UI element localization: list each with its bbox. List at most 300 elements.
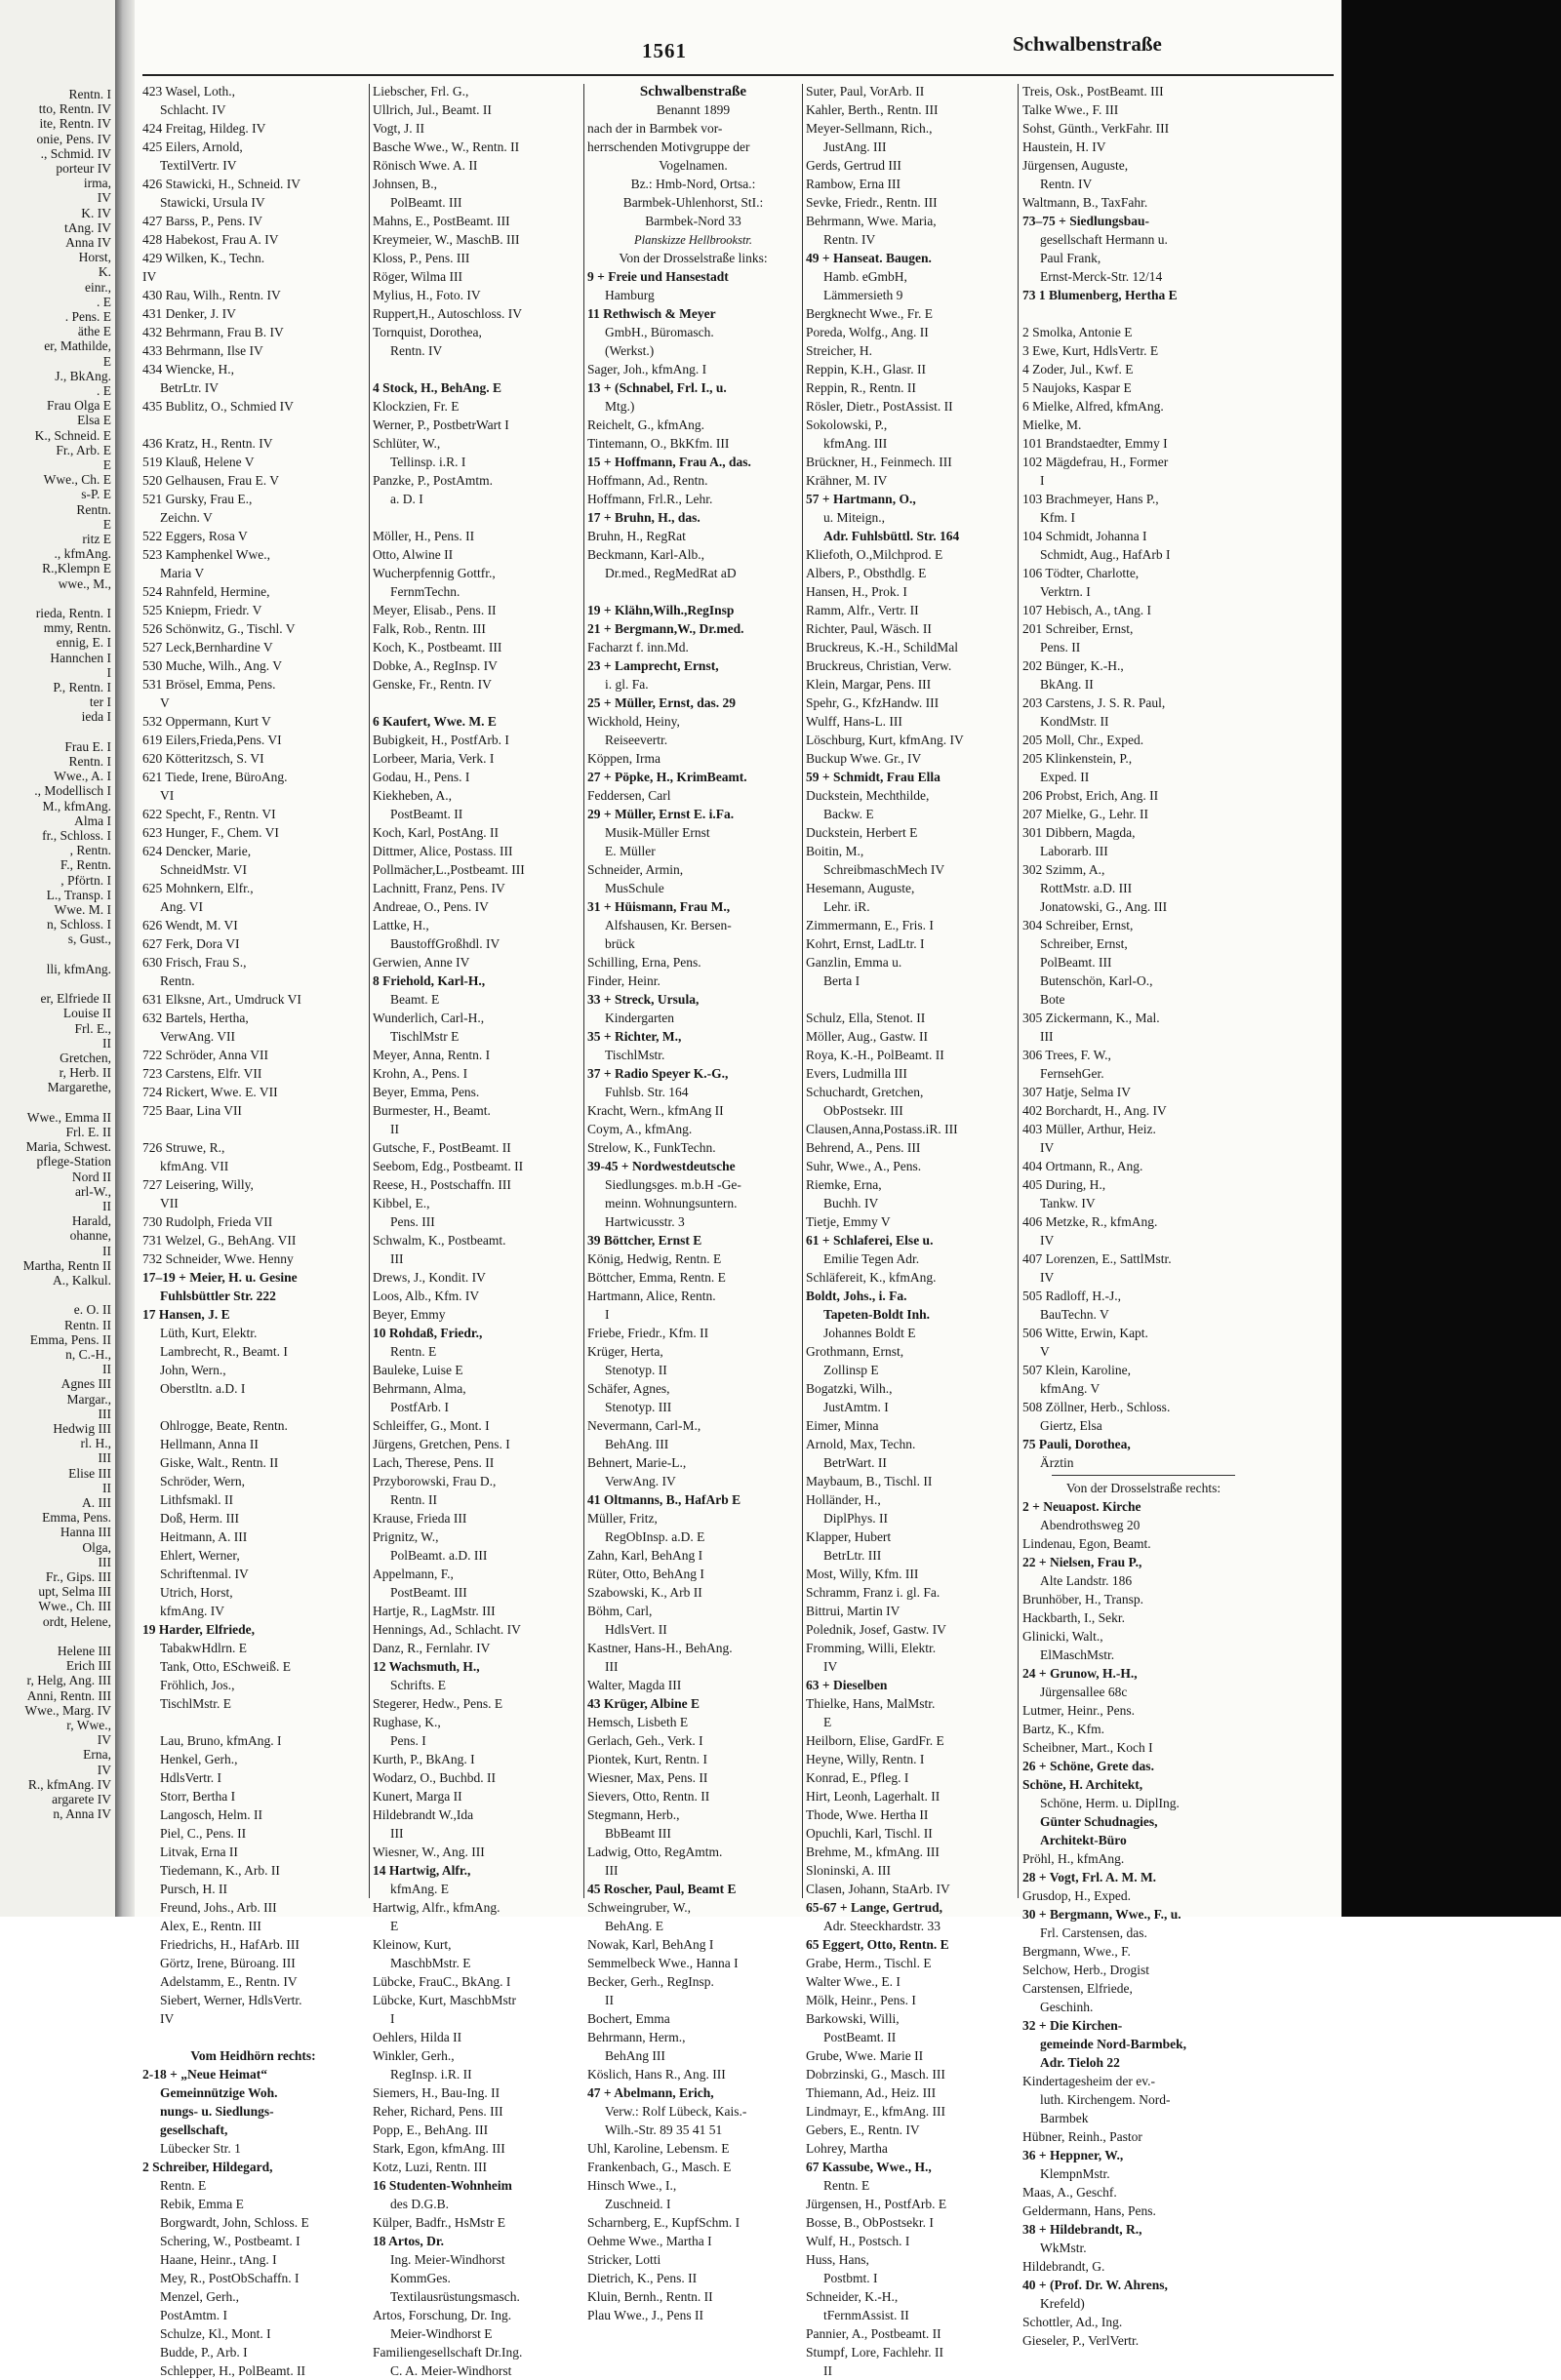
directory-entry	[1022, 2294, 1264, 2313]
directory-entry	[587, 1768, 799, 1787]
directory-entry	[1022, 527, 1264, 545]
prev-page-text: I	[106, 664, 111, 680]
prev-page-text: II	[102, 1199, 111, 1213]
entry-text: Eimer, Minna	[806, 1418, 879, 1433]
entry-text: Familiengesellschaft Dr.Ing.	[373, 2345, 523, 2360]
entry-text: Müller, Fritz,	[587, 1511, 658, 1526]
directory-entry	[142, 712, 364, 731]
entry-text: 104 Schmidt, Johanna I	[1022, 529, 1147, 543]
prev-page-text: r, Helg, Ang. III	[26, 1673, 111, 1688]
directory-entry	[587, 286, 799, 304]
directory-entry	[142, 860, 364, 879]
entry-text: BehAng. E	[605, 1919, 663, 1933]
prev-page-text: . E	[97, 383, 111, 398]
entry-text: Ohlrogge, Beate, Rentn.	[160, 1418, 288, 1433]
directory-entry	[142, 1101, 364, 1120]
entry-text: Bartz, K., Kfm.	[1022, 1722, 1104, 1736]
prev-page-text: Wwe. M. I	[54, 902, 111, 917]
prev-page-text: Hanna III	[60, 1525, 111, 1540]
directory-entry	[373, 749, 580, 768]
entry-text: 2 + Neuapost. Kirche	[1022, 1499, 1141, 1514]
entry-text: Möller, Aug., Gastw. II	[806, 1029, 928, 1044]
entry-text: 103 Brachmeyer, Hans P.,	[1022, 492, 1159, 506]
directory-entry	[142, 972, 364, 990]
entry-text: 31 + Hüismann, Frau M.,	[587, 899, 731, 914]
prev-page-text: einr.,	[85, 279, 111, 295]
directory-entry	[1022, 694, 1264, 712]
directory-entry	[587, 1435, 799, 1453]
entry-text: Planskizze Hellbrookstr.	[633, 233, 753, 247]
entry-text: Bruhn, H., RegRat	[587, 529, 686, 543]
prev-page-text: Anna IV	[65, 235, 111, 250]
directory-entry	[806, 1416, 1014, 1435]
directory-entry	[1022, 1849, 1264, 1868]
entry-text: BaustoffGroßhdl. IV	[390, 936, 500, 951]
entry-text: 506 Witte, Erwin, Kapt.	[1022, 1326, 1148, 1340]
entry-text: Fröhlich, Jos.,	[160, 1678, 235, 1692]
entry-text: Schottler, Ad., Ing.	[1022, 2315, 1123, 2329]
entry-text: Kotz, Luzi, Rentn. III	[373, 2160, 487, 2174]
directory-entry	[806, 1324, 1014, 1342]
entry-text: Schrifts. E	[390, 1678, 446, 1692]
entry-text: Litvak, Erna II	[160, 1844, 238, 1859]
directory-entry	[142, 1509, 364, 1527]
prev-page-text: , Pförtn. I	[60, 872, 111, 888]
directory-entry	[587, 675, 799, 694]
entry-text: 622 Specht, F., Rentn. VI	[142, 807, 276, 821]
entry-text: Riemke, Erna,	[806, 1177, 882, 1192]
entry-text: Boitin, M.,	[806, 844, 864, 858]
entry-text: Barmbek-Uhlenhorst, StI.:	[622, 195, 764, 210]
entry-text: Gerds, Gertrud III	[806, 158, 901, 173]
entry-text: Bittrui, Martin IV	[806, 1604, 901, 1618]
prev-page-text: M., kfmAng.	[42, 798, 111, 813]
directory-entry	[142, 805, 364, 823]
directory-entry	[587, 879, 799, 897]
entry-text: 75 Pauli, Dorothea,	[1022, 1437, 1131, 1451]
entry-text: Lutmer, Heinr., Pens.	[1022, 1703, 1135, 1718]
directory-entry	[373, 897, 580, 916]
entry-text: Schlepper, H., PolBeamt. II	[160, 2363, 306, 2378]
directory-entry	[806, 1694, 1014, 1713]
entry-text: Verw.: Rolf Lübeck, Kais.-	[605, 2104, 747, 2119]
prev-page-text: fr., Schloss. I	[42, 828, 111, 843]
entry-text: Berta I	[823, 973, 861, 988]
directory-entry	[142, 1991, 364, 2009]
directory-entry	[806, 119, 1014, 138]
entry-text: 527 Leck,Bernhardine V	[142, 640, 273, 654]
entry-text: 102 Mägdefrau, H., Former	[1022, 455, 1169, 469]
entry-text: Schilling, Erna, Pens.	[587, 955, 701, 970]
entry-text: Hinsch Wwe., I.,	[587, 2178, 677, 2193]
entry-text: Richter, Paul, Wäsch. II	[806, 621, 932, 636]
directory-entry	[587, 267, 799, 286]
entry-text: Kiekheben, A.,	[373, 788, 452, 803]
prev-page-text: , Rentn.	[69, 843, 111, 858]
directory-entry	[806, 2195, 1014, 2213]
directory-entry	[806, 916, 1014, 934]
book-spine	[115, 0, 135, 1917]
entry-text: BetrWart. II	[823, 1455, 887, 1470]
directory-entry	[587, 360, 799, 378]
directory-entry	[373, 508, 580, 527]
entry-text: 40 + (Prof. Dr. W. Ahrens,	[1022, 2278, 1168, 2292]
directory-entry	[1022, 2331, 1264, 2350]
section-heading	[587, 212, 799, 230]
entry-text: (Werkst.)	[605, 343, 655, 358]
directory-entry	[1022, 768, 1264, 786]
directory-entry	[806, 1935, 1014, 1954]
entry-text: 19 Harder, Elfriede,	[142, 1622, 255, 1637]
entry-text: 28 + Vogt, Frl. A. M. M.	[1022, 1870, 1157, 1884]
directory-entry	[587, 842, 799, 860]
directory-entry	[806, 82, 1014, 100]
directory-entry	[373, 453, 580, 471]
directory-entry	[587, 638, 799, 656]
entry-text: Basche Wwe., W., Rentn. II	[373, 139, 520, 154]
entry-text: Plau Wwe., J., Pens II	[587, 2308, 703, 2322]
directory-entry	[806, 582, 1014, 601]
directory-entry	[806, 786, 1014, 805]
entry-text: 426 Stawicki, H., Schneid. IV	[142, 177, 300, 191]
directory-entry	[1022, 1379, 1264, 1398]
directory-entry	[1022, 1757, 1264, 1775]
directory-column-3	[587, 82, 799, 2322]
prev-page-text: Gretchen,	[60, 1051, 111, 1065]
entry-text: Sloninski, A. III	[806, 1863, 892, 1878]
directory-entry	[142, 1527, 364, 1546]
prev-page-text: ennig, E. I	[56, 635, 111, 651]
entry-text: Reher, Richard, Pens. III	[373, 2104, 503, 2119]
entry-text: 25 + Müller, Ernst, das. 29	[587, 695, 736, 710]
entry-text: Rentn. II	[390, 1492, 437, 1507]
prev-page-text: Anni, Rentn. III	[26, 1687, 111, 1703]
directory-entry	[142, 2287, 364, 2306]
entry-text: Maria V	[160, 566, 205, 580]
directory-entry	[587, 1694, 799, 1713]
directory-entry	[1022, 2146, 1264, 2164]
entry-text: IV	[1040, 1270, 1055, 1285]
directory-entry	[806, 1546, 1014, 1565]
entry-text: 301 Dibbern, Magda,	[1022, 825, 1136, 840]
prev-page-text: A., Kalkul.	[53, 1273, 111, 1288]
directory-entry	[373, 1657, 580, 1676]
directory-entry	[142, 1861, 364, 1880]
section-heading	[1022, 1479, 1264, 1497]
entry-text: 9 + Freie und Hansestadt	[587, 269, 729, 284]
directory-entry	[1022, 1775, 1264, 1794]
entry-text: Pollmächer,L.,Postbeamt. III	[373, 862, 525, 877]
entry-text: Jürgensallee 68c	[1040, 1685, 1128, 1699]
entry-text: Schulze, Kl., Mont. I	[160, 2326, 271, 2341]
entry-text: 21 + Bergmann,W., Dr.med.	[587, 621, 744, 636]
entry-text: Schering, W., Postbeamt. I	[160, 2234, 300, 2248]
entry-text: Hesemann, Auguste,	[806, 881, 915, 895]
directory-entry	[1022, 582, 1264, 601]
entry-text: 726 Struwe, R.,	[142, 1140, 225, 1155]
entry-text: Hackbarth, I., Sekr.	[1022, 1610, 1125, 1625]
directory-entry	[373, 1027, 580, 1046]
entry-text: Tietje, Emmy V	[806, 1214, 891, 1229]
directory-entry	[373, 2065, 580, 2083]
section-heading	[587, 230, 799, 249]
prev-page-text: IV	[97, 190, 111, 206]
directory-entry	[587, 527, 799, 545]
section-rule	[1052, 1475, 1235, 1476]
entry-text: Külper, Badfr., HsMstr E	[373, 2215, 505, 2230]
entry-text: Wucherpfennig Gottfr.,	[373, 566, 496, 580]
directory-entry	[806, 1194, 1014, 1212]
entry-text: Spehr, G., KfzHandw. III	[806, 695, 940, 710]
section-heading	[587, 100, 799, 119]
entry-text: Geschinh.	[1040, 2000, 1094, 2014]
entry-text: 305 Zickermann, K., Mal.	[1022, 1011, 1160, 1025]
entry-text: Behnert, Marie-L.,	[587, 1455, 687, 1470]
directory-entry	[373, 1379, 580, 1398]
prev-page-text: e. O. II	[73, 1302, 111, 1318]
directory-entry	[142, 267, 364, 286]
entry-text: Schulz, Ella, Stenot. II	[806, 1011, 926, 1025]
prev-page-text: Elsa E	[77, 413, 111, 428]
entry-text: Strelow, K., FunkTechn.	[587, 1140, 716, 1155]
directory-entry	[806, 2232, 1014, 2250]
entry-text: gesellschaft Hermann u.	[1040, 232, 1168, 247]
directory-entry	[1022, 82, 1264, 100]
directory-entry	[142, 1731, 364, 1750]
entry-text: Geldermann, Hans, Pens.	[1022, 2203, 1156, 2218]
directory-entry	[1022, 1720, 1264, 1738]
directory-entry	[1022, 1998, 1264, 2016]
prev-page-text: Erna,	[83, 1747, 111, 1763]
entry-text: Jonatowski, G., Ang. III	[1040, 899, 1168, 914]
directory-entry	[806, 249, 1014, 267]
entry-text: Gerlach, Geh., Verk. I	[587, 1733, 703, 1748]
directory-entry	[142, 119, 364, 138]
directory-entry	[806, 1361, 1014, 1379]
directory-entry	[587, 1620, 799, 1639]
entry-text: 508 Zöllner, Herb., Schloss.	[1022, 1400, 1171, 1414]
entry-text: Bruckreus, Christian, Verw.	[806, 658, 952, 673]
entry-text: Beyer, Emmy	[373, 1307, 446, 1322]
directory-entry	[1022, 1361, 1264, 1379]
entry-text: Butenschön, Karl-O.,	[1040, 973, 1153, 988]
entry-text: 626 Wendt, M. VI	[142, 918, 238, 932]
directory-entry	[142, 638, 364, 656]
directory-entry	[806, 1583, 1014, 1602]
prev-page-text: Erich III	[65, 1658, 111, 1674]
directory-entry	[806, 2176, 1014, 2195]
prev-page-text: Emma, Pens.	[42, 1510, 111, 1526]
entry-text: Budde, P., Arb. I	[160, 2345, 248, 2360]
directory-entry	[142, 1676, 364, 1694]
prev-page-text: Wwe., Ch. E	[43, 472, 111, 488]
entry-text: Grabe, Herm., Tischl. E	[806, 1956, 932, 1970]
directory-entry	[142, 1194, 364, 1212]
entry-text: 730 Rudolph, Frieda VII	[142, 1214, 273, 1229]
entry-text: Tintemann, O., BkKfm. III	[587, 436, 730, 451]
entry-text: 17 + Bruhn, H., das.	[587, 510, 700, 525]
entry-text: Lambrecht, R., Beamt. I	[160, 1344, 288, 1359]
directory-entry	[587, 2250, 799, 2269]
directory-entry	[806, 527, 1014, 545]
directory-entry	[587, 434, 799, 453]
entry-text: Falk, Rob., Rentn. III	[373, 621, 486, 636]
directory-entry	[142, 842, 364, 860]
directory-entry	[142, 1787, 364, 1805]
directory-entry	[1022, 1120, 1264, 1138]
prev-page-text: . E	[97, 294, 111, 309]
entry-text: Borgwardt, John, Schloss. E	[160, 2215, 309, 2230]
prev-page-text: pflege-Station	[36, 1154, 111, 1170]
directory-entry	[806, 1657, 1014, 1676]
prev-page-text: n, C.-H.,	[65, 1347, 111, 1362]
entry-text: Meyer-Sellmann, Rich.,	[806, 121, 933, 136]
prev-page-text: K., Schneid. E	[34, 427, 111, 443]
directory-entry	[806, 2028, 1014, 2046]
directory-entry	[373, 471, 580, 490]
directory-entry	[806, 1509, 1014, 1527]
directory-entry	[806, 212, 1014, 230]
entry-text: 521 Gursky, Frau E.,	[142, 492, 253, 506]
entry-text: 435 Bublitz, O., Schmied IV	[142, 399, 294, 414]
entry-text: Gemeinnützige Woh.	[160, 2085, 278, 2100]
directory-entry	[1022, 1794, 1264, 1812]
entry-text: Hansen, H., Prok. I	[806, 584, 907, 599]
directory-entry	[142, 1175, 364, 1194]
directory-entry	[806, 1027, 1014, 1046]
entry-text: Reese, H., Postschaffn. III	[373, 1177, 511, 1192]
directory-entry	[587, 2287, 799, 2306]
entry-text: 423 Wasel, Loth.,	[142, 84, 236, 99]
directory-entry	[142, 1379, 364, 1398]
directory-entry	[1022, 1250, 1264, 1268]
directory-entry	[587, 1843, 799, 1861]
entry-text: III	[390, 1251, 404, 1266]
directory-entry	[142, 990, 364, 1009]
entry-text: Reiseevertr.	[605, 733, 668, 747]
entry-text: V	[1040, 1344, 1050, 1359]
entry-text: Zuschneid. I	[605, 2197, 671, 2211]
entry-text: Von der Drosselstraße links:	[619, 251, 768, 265]
entry-text: Dobrzinski, G., Masch. III	[806, 2067, 945, 2082]
directory-entry	[587, 2139, 799, 2158]
directory-entry	[1022, 1287, 1264, 1305]
directory-entry	[1022, 2202, 1264, 2220]
entry-text: Kindertagesheim der ev.-	[1022, 2074, 1155, 2088]
directory-entry	[806, 2065, 1014, 2083]
entry-text: Kindergarten	[605, 1011, 674, 1025]
entry-text: Werner, P., PostbetrWart I	[373, 417, 509, 432]
directory-entry	[142, 1824, 364, 1843]
directory-entry	[587, 1861, 799, 1880]
directory-entry	[587, 1064, 799, 1083]
prev-page-text: arl-W.,	[75, 1183, 111, 1199]
directory-entry	[373, 1231, 580, 1250]
entry-text: 29 + Müller, Ernst E. i.Fa.	[587, 807, 735, 821]
prev-page-text: IV	[97, 1762, 111, 1777]
entry-text: 3 Ewe, Kurt, HdlsVertr. E	[1022, 343, 1159, 358]
entry-text: Pens. I	[390, 1733, 426, 1748]
directory-entry	[142, 304, 364, 323]
entry-text: Dietrich, K., Pens. II	[587, 2271, 698, 2285]
directory-entry	[587, 1398, 799, 1416]
prev-page-text: Frl. E. II	[65, 1125, 111, 1139]
directory-entry	[142, 1120, 364, 1138]
directory-entry	[373, 1046, 580, 1064]
directory-entry	[142, 323, 364, 341]
prev-page-text: r, Wwe.,	[66, 1718, 111, 1732]
entry-text: Beyer, Emma, Pens.	[373, 1085, 480, 1099]
directory-entry	[1022, 1646, 1264, 1664]
directory-entry	[1022, 1738, 1264, 1757]
directory-entry	[373, 694, 580, 712]
entry-text: Gebers, E., Rentn. IV	[806, 2122, 920, 2137]
prev-page-text: mmy, Rentn.	[43, 620, 111, 636]
directory-entry	[1022, 2035, 1264, 2053]
directory-entry	[142, 823, 364, 842]
directory-entry	[587, 453, 799, 471]
section-heading	[587, 156, 799, 175]
entry-text: Stawicki, Ursula IV	[160, 195, 265, 210]
entry-text: Talke Wwe., F. III	[1022, 102, 1119, 117]
entry-text: 6 Kaufert, Wwe. M. E	[373, 714, 497, 729]
entry-text: Beckmann, Karl-Alb.,	[587, 547, 704, 562]
entry-text: Zimmermann, E., Fris. I	[806, 918, 934, 932]
directory-entry	[1022, 2016, 1264, 2035]
entry-text: BehAng III	[605, 2048, 665, 2063]
directory-entry	[373, 786, 580, 805]
directory-entry	[373, 82, 580, 100]
directory-entry	[806, 1250, 1014, 1268]
entry-text: Ehlert, Werner,	[160, 1548, 240, 1563]
entry-text: Lübecker Str. 1	[160, 2141, 241, 2156]
entry-text: Giske, Walt., Rentn. II	[160, 1455, 279, 1470]
entry-text: Bauleke, Luise E	[373, 1363, 463, 1377]
entry-text: Wodarz, O., Buchbd. II	[373, 1770, 497, 1785]
directory-entry	[1022, 175, 1264, 193]
directory-entry	[373, 2195, 580, 2213]
entry-text: Koch, Karl, PostAng. II	[373, 825, 499, 840]
entry-text: Stenotyp. II	[605, 1363, 667, 1377]
directory-entry	[373, 2232, 580, 2250]
directory-entry	[587, 786, 799, 805]
directory-entry	[1022, 193, 1264, 212]
entry-text: Langosch, Helm. II	[160, 1807, 262, 1822]
directory-entry	[587, 768, 799, 786]
entry-text: Tankw. IV	[1040, 1196, 1096, 1210]
entry-text: Stegerer, Hedw., Pens. E	[373, 1696, 503, 1711]
entry-text: 65-67 + Lange, Gertrud,	[806, 1900, 943, 1915]
directory-entry	[1022, 267, 1264, 286]
entry-text: Ramm, Alfr., Vertr. II	[806, 603, 919, 617]
entry-text: Dr.med., RegMedRat aD	[605, 566, 737, 580]
directory-entry	[142, 934, 364, 953]
directory-entry	[373, 2343, 580, 2361]
entry-text: IV	[1040, 1140, 1055, 1155]
directory-entry	[373, 1676, 580, 1694]
entry-text: Lach, Therese, Pens. II	[373, 1455, 495, 1470]
entry-text: Tapeten-Boldt Inh.	[823, 1307, 931, 1322]
prev-page-text: rieda, Rentn. I	[35, 606, 111, 620]
prev-page-text: tto, Rentn. IV	[38, 101, 111, 117]
directory-entry	[1022, 1942, 1264, 1961]
directory-entry	[373, 972, 580, 990]
directory-entry	[142, 897, 364, 916]
directory-entry	[806, 823, 1014, 842]
entry-text: 631 Elksne, Art., Umdruck VI	[142, 992, 301, 1007]
directory-entry	[587, 1175, 799, 1194]
entry-text: Kleinow, Kurt,	[373, 1937, 452, 1952]
